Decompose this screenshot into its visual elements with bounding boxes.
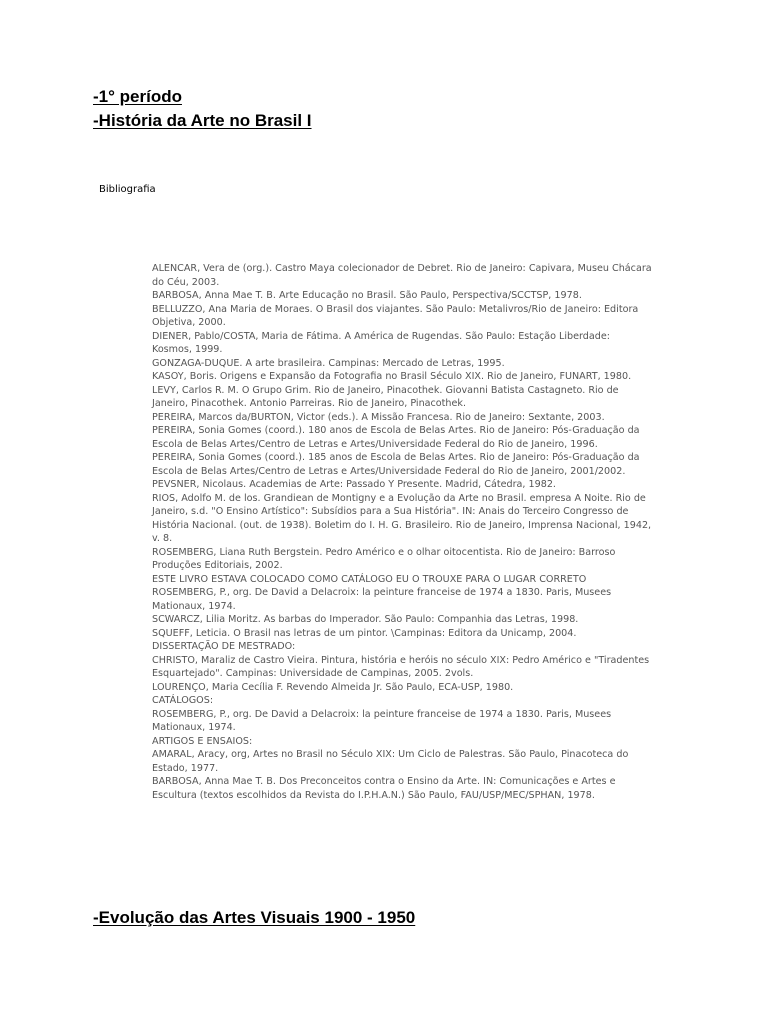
bibliography-entry: KASOY, Boris. Origens e Expansão da Fotografia no Brasil Século XIX. Rio de Janeiro, FUNART, 1980.	[152, 371, 632, 382]
bibliography-entry: BARBOSA, Anna Mae T. B. Dos Preconceitos contra o Ensino da Arte. IN: Comunicações e Artes e Escultura (textos escolhidos da Revista do I.P.H.A.N.) São Paulo, FAU/USP/MEC/SPHAN, 1978.	[152, 776, 616, 801]
bibliography-note: ESTE LIVRO ESTAVA COLOCADO COMO CATÁLOGO EU O TROUXE PARA O LUGAR CORRETO	[152, 573, 587, 585]
bibliography-entry: PEREIRA, Marcos da/BURTON, Victor (eds.). A Missão Francesa. Rio de Janeiro: Sextante, 2003.	[152, 411, 605, 423]
bibliography-section-label: CATÁLOGOS:	[152, 695, 214, 706]
bibliography-entry: SQUEFF, Leticia. O Brasil nas letras de um pintor. \Campinas: Editora da Unicamp, 2004.	[152, 627, 577, 639]
bibliography-entry: PEREIRA, Sonia Gomes (coord.). 185 anos de Escola de Belas Artes. Rio de Janeiro: Pós-Graduação da Escola de Belas Artes/Centro de Letras e Artes/Universidade Federal do Rio de Janeiro, 2001/2002.	[152, 452, 640, 477]
bibliography-entry: DIENER, Pablo/COSTA, Maria de Fátima. A América de Rugendas. São Paulo: Estação Liberdade: Kosmos, 1999.	[152, 330, 610, 355]
bibliography-entry: PEVSNER, Nicolaus. Academias de Arte: Passado Y Presente. Madrid, Cátedra, 1982.	[152, 479, 556, 490]
period-heading: -1° período	[93, 87, 182, 106]
bibliography-section-label: ARTIGOS E ENSAIOS:	[152, 735, 253, 747]
bibliography-list	[152, 262, 652, 802]
bibliography-entry: CHRISTO, Maraliz de Castro Vieira. Pintura, história e heróis no século XIX: Pedro Américo e "Tiradentes Esquartejado". Campinas: Universidade de Campinas, 2005. 2vols.	[152, 654, 650, 679]
bibliography-entry: ROSEMBERG, P., org. De David a Delacroix: la peinture franceise de 1974 a 1830. Paris, Musees Mationaux, 1974.	[152, 587, 612, 612]
bibliography-entry: SCWARCZ, Lilia Moritz. As barbas do Imperador. São Paulo: Companhia das Letras, 1998.	[152, 614, 579, 625]
bibliography-entry: PEREIRA, Sonia Gomes (coord.). 180 anos de Escola de Belas Artes. Rio de Janeiro: Pós-Graduação da Escola de Belas Artes/Centro de Letras e Artes/Universidade Federal do Rio de Janeiro, 1996.	[152, 425, 640, 450]
bibliography-entry: BARBOSA, Anna Mae T. B. Arte Educação no Brasil. São Paulo, Perspectiva/SCCTSP, 1978.	[152, 290, 582, 301]
bibliography-label: Bibliografia	[99, 184, 156, 195]
bibliography-entry: ROSEMBERG, P., org. De David a Delacroix: la peinture franceise de 1974 a 1830. Paris, Musees Mationaux, 1974.	[152, 708, 612, 733]
next-course-heading: -Evolução das Artes Visuais 1900 - 1950	[93, 908, 416, 927]
bibliography-entry: BELLUZZO, Ana Maria de Moraes. O Brasil dos viajantes. São Paulo: Metalivros/Rio de Janeiro: Editora Objetiva, 2000.	[152, 303, 639, 328]
bibliography-entry: LOURENÇO, Maria Cecília F. Revendo Almeida Jr. São Paulo, ECA-USP, 1980.	[152, 681, 514, 693]
bibliography-entry: AMARAL, Aracy, org, Artes no Brasil no Século XIX: Um Ciclo de Palestras. São Paulo, Pinacoteca do Estado, 1977.	[152, 749, 629, 774]
bibliography-entry: LEVY, Carlos R. M. O Grupo Grim. Rio de Janeiro, Pinacothek. Giovanni Batista Castagneto. Rio de Janeiro, Pinacothek. Antonio Parreiras. Rio de Janeiro, Pinacothek.	[152, 384, 619, 409]
bibliography-entry: ALENCAR, Vera de (org.). Castro Maya colecionador de Debret. Rio de Janeiro: Capivara, Museu Chácara do Céu, 2003.	[152, 263, 652, 288]
bibliography-section-label: DISSERTAÇÃO DE MESTRADO:	[152, 641, 296, 652]
course-heading: -História da Arte no Brasil I	[93, 111, 312, 130]
bibliography-entry: RIOS, Adolfo M. de los. Grandiean de Montigny e a Evolução da Arte no Brasil. empresa A Noite. Rio de Janeiro, s.d. "O Ensino Artístico": Subsídios para a Sua História". IN: Anais do Terceiro Congresso de História Nacional. (out. de 1938). Boletim do I. H. G. Brasileiro. Rio de Janeiro, Imprensa Nacional, 1942, v. 8.	[152, 492, 652, 544]
bibliography-entry: ROSEMBERG, Liana Ruth Bergstein. Pedro Américo e o olhar oitocentista. Rio de Janeiro: Barroso Produções Editoriais, 2002.	[152, 546, 616, 571]
bibliography-entry: GONZAGA-DUQUE. A arte brasileira. Campinas: Mercado de Letras, 1995.	[152, 357, 505, 369]
